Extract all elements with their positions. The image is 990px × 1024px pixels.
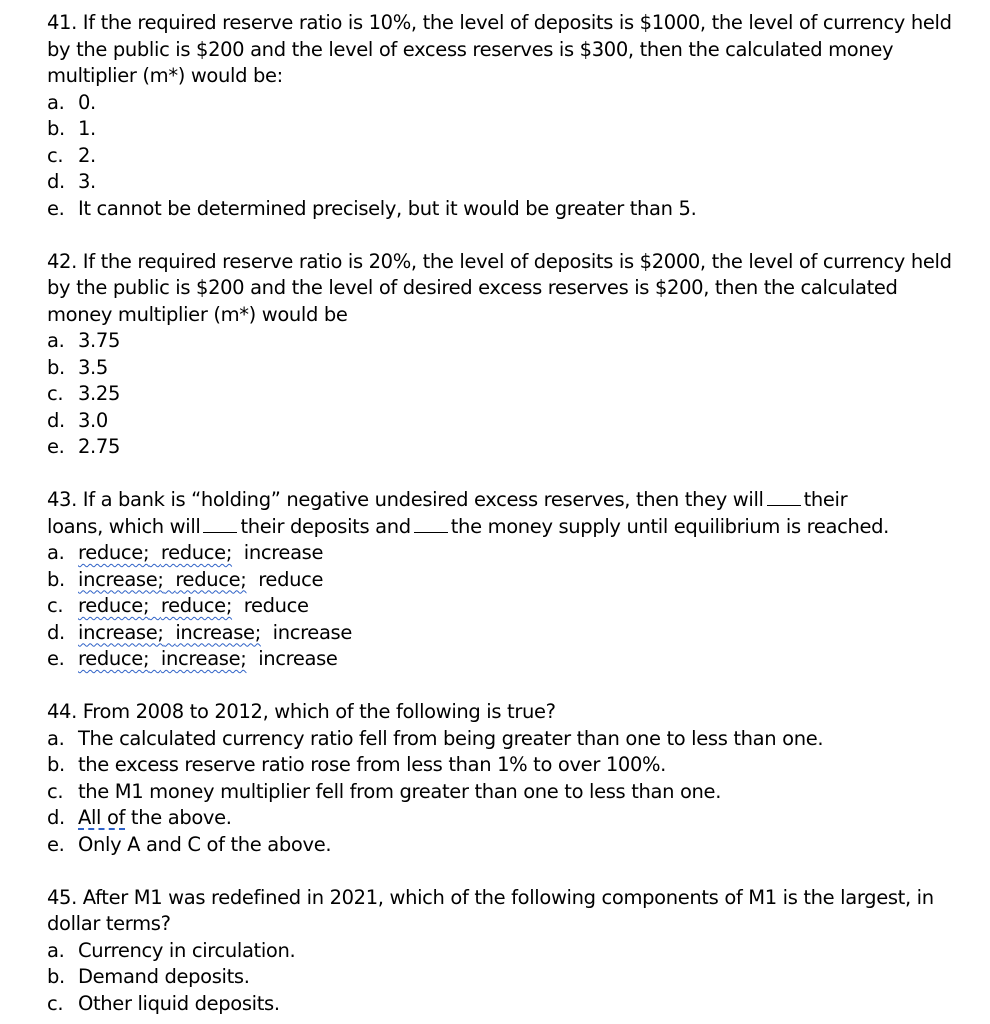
question-44-stem: 44. From 2008 to 2012, which of the following is true? <box>47 700 556 723</box>
answer-blank <box>767 487 801 506</box>
spellcheck-underlined-text: increase; increase; <box>78 620 261 644</box>
answer-blank <box>414 514 448 533</box>
question-41 <box>47 10 967 222</box>
q44-option-e: e. Only A and C of the above. <box>47 832 332 856</box>
q44-option-c: c. the M1 money multiplier fell from greater than one to less than one. <box>47 779 722 803</box>
q41-option-c: c. 2. <box>47 143 96 167</box>
question-43 <box>47 487 967 673</box>
q41-option-a: a. 0. <box>47 90 96 114</box>
q41-option-b: b. 1. <box>47 117 96 140</box>
q42-option-e: e. 2.75 <box>47 435 121 458</box>
q45-option-b: b. Demand deposits. <box>47 965 250 988</box>
q43-option-d: d. increase; increase; increase <box>47 620 967 647</box>
spellcheck-underlined-text: reduce; increase; <box>78 647 247 670</box>
question-44 <box>47 699 967 858</box>
grammar-underlined-text: All of <box>78 806 126 829</box>
question-page <box>47 10 967 1017</box>
q44-option-d: d. All of the above. <box>47 805 967 832</box>
q41-option-e: e. It cannot be determined precisely, but it would be greater than 5. <box>47 196 697 220</box>
q44-option-a: a. The calculated currency ratio fell from being greater than one to less than one. <box>47 726 824 750</box>
q45-option-c: c. Other liquid deposits. <box>47 991 280 1015</box>
q45-option-a: a. Currency in circulation. <box>47 938 296 962</box>
question-42-stem: 42. If the required reserve ratio is 20%, the level of deposits is $2000, the level of currency held by the public is $200 and the level of desired excess reserves is $200, then the calculated money multiplier (m*) would be <box>47 249 952 326</box>
question-45 <box>47 885 967 1018</box>
answer-blank <box>203 514 237 533</box>
question-45-stem: 45. After M1 was redefined in 2021, which of the following components of M1 is the largest, in dollar terms? <box>47 885 934 935</box>
spellcheck-underlined-text: reduce; reduce; <box>78 541 233 564</box>
q42-option-c: c. 3.25 <box>47 382 121 405</box>
q44-option-b: b. the excess reserve ratio rose from less than 1% to over 100%. <box>47 753 667 776</box>
q43-option-b: b. increase; reduce; reduce <box>47 567 967 594</box>
question-41-stem: 41. If the required reserve ratio is 10%, the level of deposits is $1000, the level of currency held by the public is $200 and the level of excess reserves is $300, then the calculated money multiplier (m*) would be: <box>47 11 952 87</box>
spellcheck-underlined-text: reduce; reduce; <box>78 594 233 617</box>
q42-option-b: b. 3.5 <box>47 355 108 379</box>
q42-option-d: d. 3.0 <box>47 408 108 432</box>
question-42 <box>47 249 967 461</box>
q43-option-e: e. reduce; increase; increase <box>47 646 967 673</box>
spellcheck-underlined-text: increase; reduce; <box>78 567 247 591</box>
q41-option-d: d. 3. <box>47 170 96 193</box>
question-43-stem: 43. If a bank is “holding” negative undesired excess reserves, then they will their loans, which will their deposits and the money supply until equilibrium is reached. <box>47 488 890 538</box>
q42-option-a: a. 3.75 <box>47 329 121 352</box>
q43-option-c: c. reduce; reduce; reduce <box>47 593 967 620</box>
q43-option-a: a. reduce; reduce; increase <box>47 540 967 567</box>
